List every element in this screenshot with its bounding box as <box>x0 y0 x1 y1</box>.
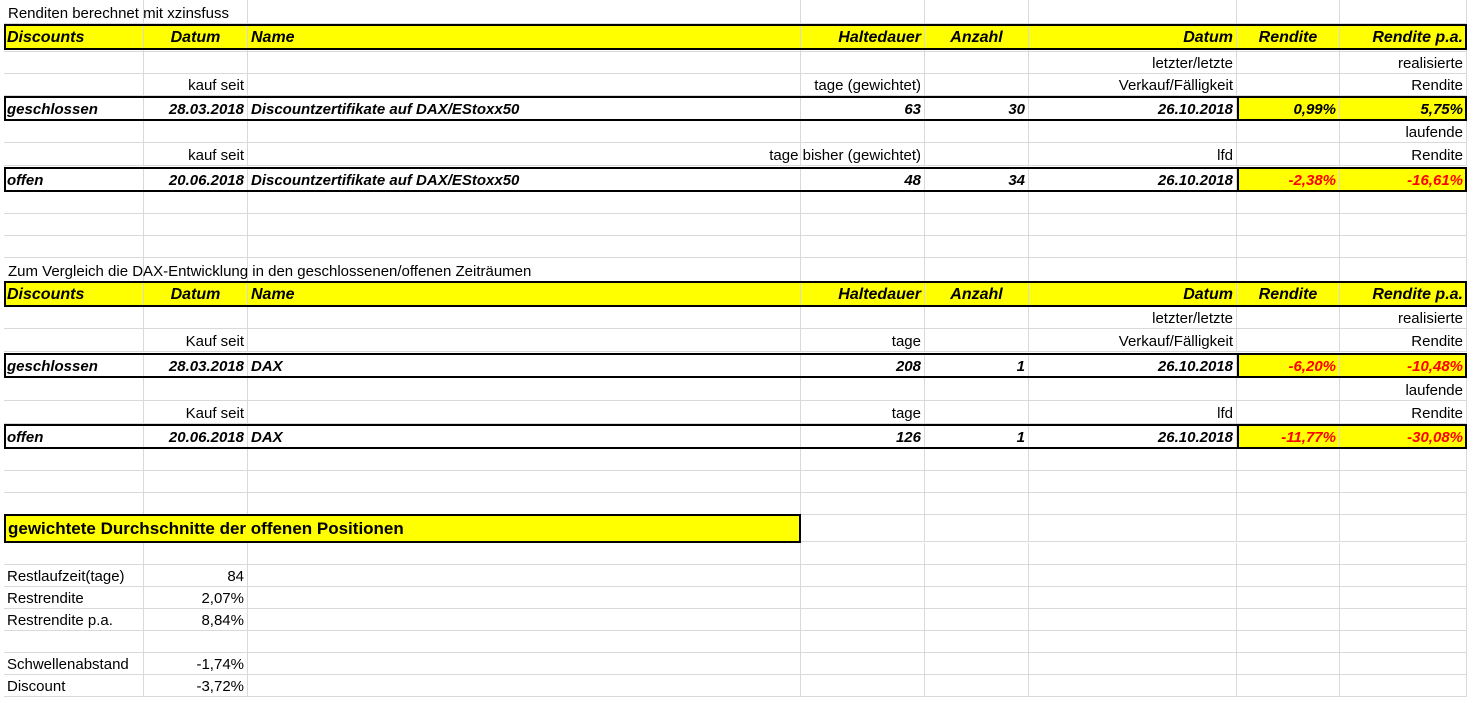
cell-empty[interactable] <box>1340 675 1467 697</box>
cell-empty[interactable] <box>248 51 801 74</box>
cell-empty[interactable] <box>1237 258 1340 282</box>
cell-empty[interactable] <box>925 236 1029 258</box>
column-header-label[interactable]: Discounts <box>4 282 144 306</box>
cell-empty[interactable] <box>144 214 248 236</box>
value-name[interactable]: Discountzertifikate auf DAX/EStoxx50 <box>248 168 801 191</box>
cell-empty[interactable] <box>4 51 144 74</box>
header-row <box>0 282 1473 306</box>
cell-empty[interactable] <box>248 675 801 697</box>
cell-empty[interactable] <box>4 401 144 424</box>
cell-empty[interactable] <box>1237 74 1340 96</box>
cell-empty[interactable] <box>1029 258 1237 282</box>
column-header-datum[interactable]: Datum <box>144 25 248 49</box>
section-title: Renditen berechnet mit xzinsfuss <box>8 5 229 22</box>
cell-empty[interactable] <box>925 653 1029 675</box>
cell-empty[interactable] <box>248 121 801 143</box>
cell-empty[interactable] <box>1237 0 1340 24</box>
cell-empty[interactable] <box>248 0 801 24</box>
data-row-closed <box>0 354 1473 377</box>
cell-empty[interactable] <box>248 236 801 258</box>
cell-empty[interactable] <box>248 631 801 653</box>
cell-empty[interactable] <box>144 493 248 515</box>
summary-value[interactable]: -3,72% <box>144 675 248 697</box>
cell-empty[interactable] <box>925 121 1029 143</box>
cell-empty[interactable] <box>801 121 925 143</box>
column-header-datum2[interactable]: Datum <box>1029 25 1237 49</box>
cell-empty[interactable] <box>925 543 1029 565</box>
value-name[interactable]: DAX <box>248 425 801 448</box>
cell-empty[interactable] <box>1237 675 1340 697</box>
cell-empty[interactable] <box>248 214 801 236</box>
value-datum2[interactable]: 26.10.2018 <box>1029 97 1237 120</box>
column-header-haltedauer[interactable]: Haltedauer <box>801 25 925 49</box>
cell-empty[interactable] <box>1237 401 1340 424</box>
value-haltedauer[interactable]: 208 <box>801 354 925 377</box>
cell-empty[interactable] <box>1029 493 1237 515</box>
summary-row <box>0 565 1473 587</box>
cell-empty[interactable] <box>144 236 248 258</box>
column-header-name[interactable]: Name <box>248 25 801 49</box>
column-header-rendite[interactable]: Rendite <box>1237 282 1340 306</box>
summary-value[interactable]: 2,07% <box>144 587 248 609</box>
value-name[interactable]: Discountzertifikate auf DAX/EStoxx50 <box>248 97 801 120</box>
cell-empty[interactable] <box>248 401 801 424</box>
cell-empty[interactable] <box>801 653 925 675</box>
summary-title[interactable]: gewichtete Durchschnitte der offenen Positionen <box>4 515 801 542</box>
cell-empty[interactable] <box>1340 587 1467 609</box>
column-header-label[interactable]: Discounts <box>4 25 144 49</box>
cell-empty[interactable] <box>1237 515 1340 542</box>
cell-empty[interactable] <box>4 74 144 96</box>
cell-empty[interactable] <box>801 307 925 329</box>
cell-empty[interactable] <box>1340 471 1467 493</box>
summary-row <box>0 653 1473 675</box>
column-header-anzahl[interactable]: Anzahl <box>925 25 1029 49</box>
subheader-renditepa[interactable]: Rendite <box>1340 74 1467 96</box>
subheader-renditepa[interactable]: realisierte <box>1340 51 1467 74</box>
summary-row <box>0 631 1473 653</box>
cell-empty[interactable] <box>248 307 801 329</box>
summary-label[interactable]: Schwellenabstand <box>4 653 144 675</box>
cell-empty[interactable] <box>1340 543 1467 565</box>
data-row-open <box>0 168 1473 191</box>
value-label[interactable]: geschlossen <box>4 354 144 377</box>
subheader-datum[interactable]: Kauf seit <box>144 329 248 352</box>
summary-value[interactable]: 84 <box>144 565 248 587</box>
cell-empty[interactable] <box>1340 0 1467 24</box>
subheader-haltedauer[interactable]: tage <box>801 329 925 352</box>
cell-empty[interactable] <box>925 74 1029 96</box>
cell-empty[interactable] <box>1029 631 1237 653</box>
cell-empty[interactable] <box>1340 565 1467 587</box>
value-renditepa[interactable]: -10,48% <box>1340 354 1467 377</box>
subheader-renditepa[interactable]: Rendite <box>1340 329 1467 352</box>
subheader-row <box>0 307 1473 329</box>
cell-empty[interactable] <box>801 51 925 74</box>
cell-empty[interactable] <box>4 192 144 214</box>
cell-empty[interactable] <box>1237 378 1340 401</box>
cell-empty[interactable] <box>248 493 801 515</box>
empty-row <box>0 471 1473 493</box>
summary-label[interactable]: Discount <box>4 675 144 697</box>
cell-empty[interactable] <box>4 543 144 565</box>
cell-empty[interactable] <box>925 401 1029 424</box>
header-row <box>0 25 1473 49</box>
cell-empty[interactable] <box>144 121 248 143</box>
summary-label[interactable]: Restrendite <box>4 587 144 609</box>
cell-empty[interactable] <box>144 378 248 401</box>
cell-empty[interactable] <box>801 236 925 258</box>
subheader-datum2[interactable]: letzter/letzte <box>1029 51 1237 74</box>
data-row-open <box>0 425 1473 448</box>
cell-empty[interactable] <box>1237 653 1340 675</box>
subheader-renditepa[interactable]: realisierte <box>1340 307 1467 329</box>
subheader-datum2[interactable]: lfd <box>1029 401 1237 424</box>
cell-empty[interactable] <box>1029 214 1237 236</box>
cell-empty[interactable] <box>4 493 144 515</box>
cell-empty[interactable] <box>1029 565 1237 587</box>
cell-empty[interactable] <box>925 214 1029 236</box>
value-renditepa[interactable]: 5,75% <box>1340 97 1467 120</box>
cell-empty[interactable] <box>4 471 144 493</box>
empty-row <box>0 214 1473 236</box>
cell-empty[interactable] <box>248 74 801 96</box>
cell-empty[interactable] <box>248 609 801 631</box>
cell-empty[interactable] <box>248 653 801 675</box>
cell-empty[interactable] <box>925 609 1029 631</box>
summary-label[interactable] <box>4 631 144 653</box>
cell-empty[interactable] <box>1340 631 1467 653</box>
subheader-renditepa[interactable]: Rendite <box>1340 401 1467 424</box>
cell-empty[interactable] <box>1340 236 1467 258</box>
subheader-row <box>0 401 1473 424</box>
cell-empty[interactable] <box>1029 675 1237 697</box>
cell-empty[interactable] <box>1237 143 1340 166</box>
cell-empty[interactable] <box>1029 609 1237 631</box>
cell-empty[interactable] <box>4 143 144 166</box>
cell-empty[interactable] <box>925 471 1029 493</box>
cell-empty[interactable] <box>1029 471 1237 493</box>
empty-row <box>0 192 1473 214</box>
cell-empty[interactable] <box>1029 236 1237 258</box>
cell-empty[interactable] <box>925 307 1029 329</box>
value-rendite[interactable]: -2,38% <box>1237 168 1340 191</box>
cell-empty[interactable] <box>144 192 248 214</box>
cell-empty[interactable] <box>1237 307 1340 329</box>
value-label[interactable]: geschlossen <box>4 97 144 120</box>
empty-row <box>0 493 1473 515</box>
column-header-name[interactable]: Name <box>248 282 801 306</box>
cell-empty[interactable] <box>925 631 1029 653</box>
cell-empty[interactable] <box>801 192 925 214</box>
empty-row <box>0 236 1473 258</box>
cell-empty[interactable] <box>925 565 1029 587</box>
value-renditepa[interactable]: -30,08% <box>1340 425 1467 448</box>
cell-empty[interactable] <box>801 609 925 631</box>
cell-empty[interactable] <box>925 378 1029 401</box>
value-haltedauer[interactable]: 63 <box>801 97 925 120</box>
cell-empty[interactable] <box>925 675 1029 697</box>
subheader-haltedauer[interactable]: tage bisher (gewichtet) <box>801 143 925 166</box>
value-anzahl[interactable]: 30 <box>925 97 1029 120</box>
value-datum2[interactable]: 26.10.2018 <box>1029 354 1237 377</box>
column-header-datum2[interactable]: Datum <box>1029 282 1237 306</box>
cell-empty[interactable] <box>248 565 801 587</box>
cell-empty[interactable] <box>248 449 801 471</box>
cell-empty[interactable] <box>801 675 925 697</box>
summary-value[interactable]: -1,74% <box>144 653 248 675</box>
cell-empty[interactable] <box>1029 378 1237 401</box>
cell-empty[interactable] <box>1029 515 1237 542</box>
cell-empty[interactable] <box>4 121 144 143</box>
value-haltedauer[interactable]: 126 <box>801 425 925 448</box>
cell-empty[interactable] <box>1340 515 1467 542</box>
cell-empty[interactable] <box>1340 192 1467 214</box>
cell-empty[interactable] <box>1340 653 1467 675</box>
cell-empty[interactable] <box>1237 329 1340 352</box>
column-header-haltedauer[interactable]: Haltedauer <box>801 282 925 306</box>
subheader-datum[interactable]: kauf seit <box>144 143 248 166</box>
subheader-haltedauer[interactable]: tage (gewichtet) <box>801 74 925 96</box>
cell-empty[interactable] <box>248 329 801 352</box>
cell-empty[interactable] <box>144 543 248 565</box>
cell-empty[interactable] <box>801 258 925 282</box>
cell-empty[interactable] <box>801 0 925 24</box>
value-haltedauer[interactable]: 48 <box>801 168 925 191</box>
cell-empty[interactable] <box>801 471 925 493</box>
cell-empty[interactable] <box>801 449 925 471</box>
empty-row <box>0 449 1473 471</box>
cell-empty[interactable] <box>1237 565 1340 587</box>
cell-empty[interactable] <box>1340 493 1467 515</box>
value-datum2[interactable]: 26.10.2018 <box>1029 425 1237 448</box>
cell-empty[interactable] <box>4 236 144 258</box>
cell-empty[interactable] <box>1237 121 1340 143</box>
value-datum[interactable]: 20.06.2018 <box>144 168 248 191</box>
subheader-row <box>0 51 1473 74</box>
cell-empty[interactable] <box>144 471 248 493</box>
cell-empty[interactable] <box>1029 0 1237 24</box>
summary-value[interactable] <box>144 631 248 653</box>
value-anzahl[interactable]: 34 <box>925 168 1029 191</box>
subheader-row <box>0 121 1473 143</box>
value-rendite[interactable]: -6,20% <box>1237 354 1340 377</box>
value-rendite[interactable]: 0,99% <box>1237 97 1340 120</box>
subheader-renditepa[interactable]: laufende <box>1340 121 1467 143</box>
subheader-renditepa[interactable]: Rendite <box>1340 143 1467 166</box>
cell-empty[interactable] <box>925 192 1029 214</box>
cell-empty[interactable] <box>1237 587 1340 609</box>
cell-empty[interactable] <box>1237 449 1340 471</box>
cell-empty[interactable] <box>248 378 801 401</box>
subheader-renditepa[interactable]: laufende <box>1340 378 1467 401</box>
column-header-renditepa[interactable]: Rendite p.a. <box>1340 25 1467 49</box>
cell-empty[interactable] <box>1237 631 1340 653</box>
cell-empty[interactable] <box>1340 258 1467 282</box>
subheader-datum[interactable]: Kauf seit <box>144 401 248 424</box>
empty-row <box>0 543 1473 565</box>
cell-empty[interactable] <box>801 587 925 609</box>
value-rendite[interactable]: -11,77% <box>1237 425 1340 448</box>
cell-empty[interactable] <box>144 307 248 329</box>
value-datum[interactable]: 20.06.2018 <box>144 425 248 448</box>
cell-empty[interactable] <box>1340 449 1467 471</box>
cell-empty[interactable] <box>1029 543 1237 565</box>
value-label[interactable]: offen <box>4 425 144 448</box>
cell-empty[interactable] <box>248 587 801 609</box>
summary-value[interactable]: 8,84% <box>144 609 248 631</box>
cell-empty[interactable] <box>4 449 144 471</box>
subheader-row <box>0 74 1473 96</box>
cell-empty[interactable] <box>925 515 1029 542</box>
cell-empty[interactable] <box>801 493 925 515</box>
subheader-row <box>0 143 1473 166</box>
summary-label[interactable]: Restlaufzeit(tage) <box>4 565 144 587</box>
value-renditepa[interactable]: -16,61% <box>1340 168 1467 191</box>
cell-empty[interactable] <box>801 378 925 401</box>
subheader-datum2[interactable]: Verkauf/Fälligkeit <box>1029 329 1237 352</box>
cell-empty[interactable] <box>248 543 801 565</box>
cell-empty[interactable] <box>1029 587 1237 609</box>
title-row <box>0 258 1473 282</box>
cell-empty[interactable] <box>1029 192 1237 214</box>
subheader-row <box>0 329 1473 352</box>
subheader-row <box>0 378 1473 401</box>
cell-empty[interactable] <box>1237 493 1340 515</box>
cell-empty[interactable] <box>1237 214 1340 236</box>
cell-empty[interactable] <box>801 214 925 236</box>
cell-empty[interactable] <box>1237 51 1340 74</box>
value-datum2[interactable]: 26.10.2018 <box>1029 168 1237 191</box>
subheader-datum2[interactable]: Verkauf/Fälligkeit <box>1029 74 1237 96</box>
cell-empty[interactable] <box>925 493 1029 515</box>
cell-empty[interactable] <box>1237 543 1340 565</box>
summary-row <box>0 675 1473 697</box>
cell-empty[interactable] <box>925 51 1029 74</box>
cell-empty[interactable] <box>1029 121 1237 143</box>
subheader-datum2[interactable]: lfd <box>1029 143 1237 166</box>
value-anzahl[interactable]: 1 <box>925 425 1029 448</box>
data-row-closed <box>0 97 1473 120</box>
cell-empty[interactable] <box>925 449 1029 471</box>
cell-empty[interactable] <box>248 143 801 166</box>
cell-empty[interactable] <box>801 543 925 565</box>
section-title: Zum Vergleich die DAX-Entwicklung in den geschlossenen/offenen Zeiträumen <box>8 263 532 280</box>
cell-empty[interactable] <box>4 307 144 329</box>
cell-empty[interactable] <box>801 631 925 653</box>
summary-title-row <box>0 515 1473 542</box>
value-label[interactable]: offen <box>4 168 144 191</box>
cell-empty[interactable] <box>1237 609 1340 631</box>
cell-empty[interactable] <box>1029 653 1237 675</box>
summary-row <box>0 587 1473 609</box>
cell-empty[interactable] <box>4 378 144 401</box>
column-header-renditepa[interactable]: Rendite p.a. <box>1340 282 1467 306</box>
summary-row <box>0 609 1473 631</box>
cell-empty[interactable] <box>1340 214 1467 236</box>
cell-empty[interactable] <box>1029 449 1237 471</box>
cell-empty[interactable] <box>248 192 801 214</box>
value-anzahl[interactable]: 1 <box>925 354 1029 377</box>
value-name[interactable]: DAX <box>248 354 801 377</box>
cell-empty[interactable] <box>144 51 248 74</box>
cell-empty[interactable] <box>925 587 1029 609</box>
column-header-datum[interactable]: Datum <box>144 282 248 306</box>
cell-empty[interactable] <box>4 329 144 352</box>
subheader-datum[interactable]: kauf seit <box>144 74 248 96</box>
subheader-haltedauer[interactable]: tage <box>801 401 925 424</box>
cell-empty[interactable] <box>925 0 1029 24</box>
cell-empty[interactable] <box>248 471 801 493</box>
value-datum[interactable]: 28.03.2018 <box>144 97 248 120</box>
column-header-rendite[interactable]: Rendite <box>1237 25 1340 49</box>
cell-empty[interactable] <box>925 143 1029 166</box>
cell-empty[interactable] <box>1237 236 1340 258</box>
cell-empty[interactable] <box>801 565 925 587</box>
summary-label[interactable]: Restrendite p.a. <box>4 609 144 631</box>
cell-empty[interactable] <box>925 329 1029 352</box>
title-row <box>0 0 1473 24</box>
cell-empty[interactable] <box>1237 192 1340 214</box>
cell-empty[interactable] <box>925 258 1029 282</box>
cell-empty[interactable] <box>1340 609 1467 631</box>
cell-empty[interactable] <box>1237 471 1340 493</box>
value-datum[interactable]: 28.03.2018 <box>144 354 248 377</box>
cell-empty[interactable] <box>144 449 248 471</box>
cell-empty[interactable] <box>4 214 144 236</box>
cell-empty[interactable] <box>801 515 925 542</box>
column-header-anzahl[interactable]: Anzahl <box>925 282 1029 306</box>
subheader-datum2[interactable]: letzter/letzte <box>1029 307 1237 329</box>
